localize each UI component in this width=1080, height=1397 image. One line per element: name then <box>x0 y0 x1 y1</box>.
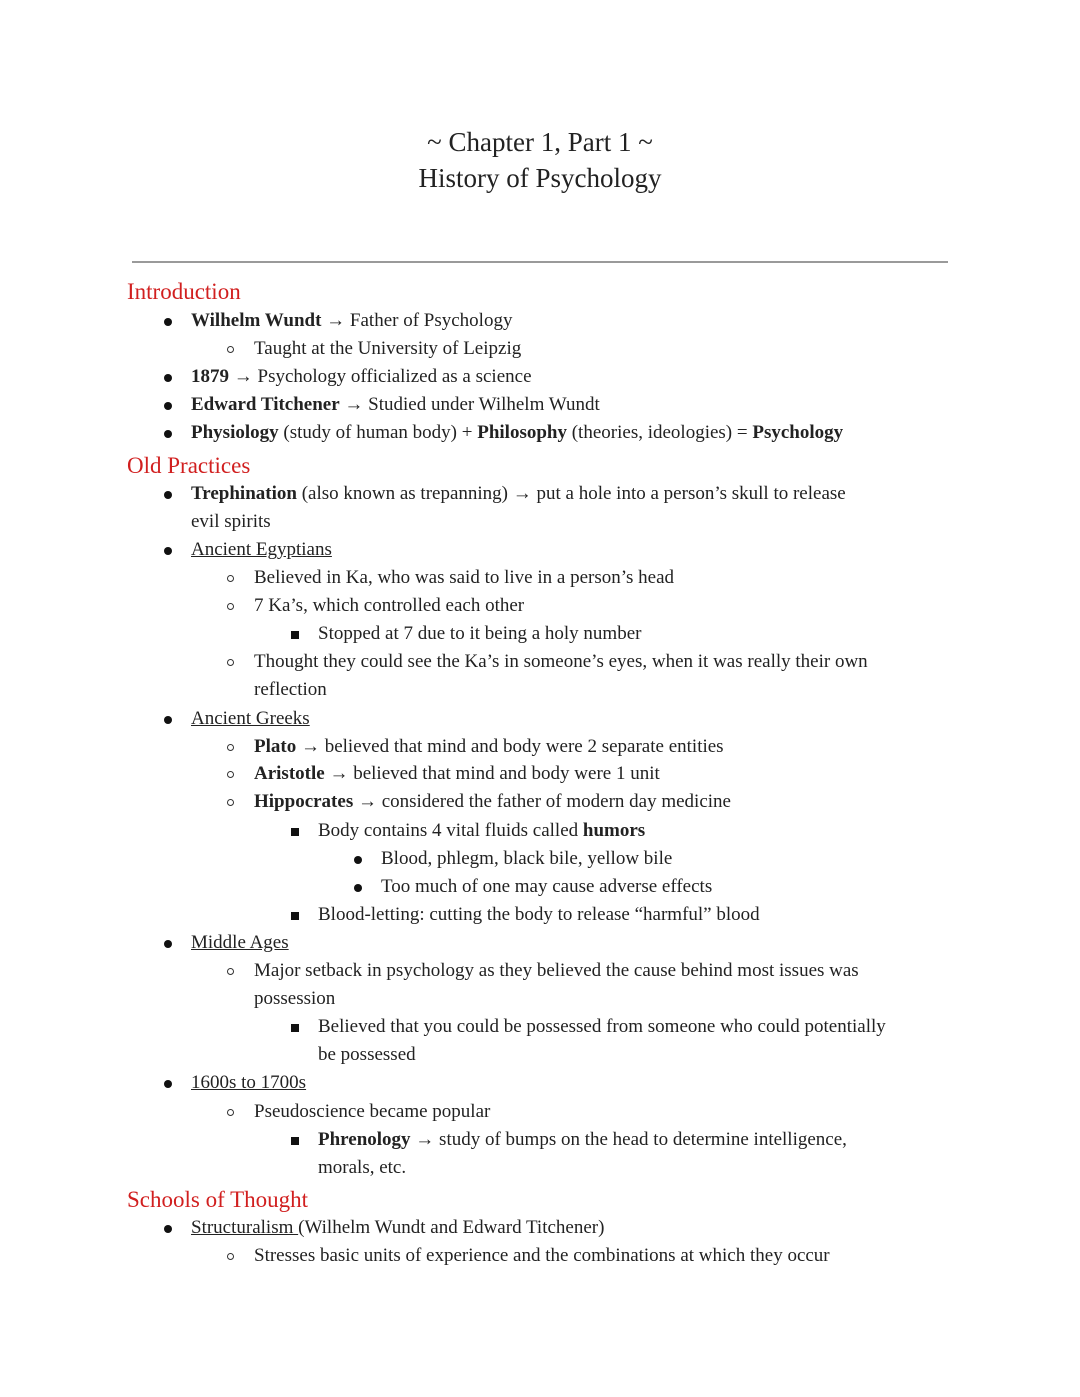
item-text: Stresses basic units of experience and the combinations at which they occur <box>254 1245 830 1266</box>
item-text: (also known as trepanning) → put a hole into a person’s skull to release <box>296 483 846 504</box>
item-text: Major setback in psychology as they believed the cause behind most issues was <box>254 960 859 981</box>
list-item <box>254 735 724 759</box>
item-text: → believed that mind and body were 2 separate entities <box>296 736 724 757</box>
square-bullet-icon <box>291 631 299 639</box>
item-text: Pseudoscience became popular <box>254 1101 491 1122</box>
list-item <box>318 819 645 843</box>
item-text: → believed that mind and body were 1 unit <box>324 763 660 784</box>
item-text: → Father of Psychology <box>321 310 513 331</box>
item-text: evil spirits <box>191 511 271 532</box>
list-item <box>254 762 660 786</box>
underlined-topic: Ancient Greeks <box>191 708 310 729</box>
bold-term: Philosophy <box>477 422 567 443</box>
chapter-title: ~ Chapter 1, Part 1 ~ <box>427 127 653 157</box>
underlined-topic: 1600s to 1700s <box>191 1072 307 1093</box>
item-text: → Psychology officialized as a science <box>229 366 532 387</box>
circle-bullet-icon <box>227 346 234 353</box>
bullet-icon <box>164 1225 172 1233</box>
list-item <box>318 903 760 927</box>
item-text: → Studied under Wilhelm Wundt <box>339 394 600 415</box>
underlined-topic: Middle Ages <box>191 932 289 953</box>
bold-term: Physiology <box>191 422 279 443</box>
list-item <box>191 309 512 333</box>
item-text: → study of bumps on the head to determine intelligence, <box>410 1129 847 1150</box>
bold-term: Trephination <box>191 483 297 504</box>
bullet-icon <box>164 547 172 555</box>
square-bullet-icon <box>291 1024 299 1032</box>
item-text: Blood-letting: cutting the body to release “harmful” blood <box>318 904 760 925</box>
list-item <box>254 790 731 814</box>
list-item <box>318 1156 406 1180</box>
list-item <box>254 987 335 1011</box>
horizontal-divider <box>132 261 948 263</box>
circle-bullet-icon <box>227 603 234 610</box>
square-bullet-icon <box>291 912 299 920</box>
bullet-icon <box>354 884 362 892</box>
bold-term: Edward Titchener <box>191 394 340 415</box>
item-text: → considered the father of modern day medicine <box>353 791 731 812</box>
bold-term: Wilhelm Wundt <box>191 310 322 331</box>
list-item <box>191 1216 604 1240</box>
section-heading: Schools of Thought <box>127 1187 309 1212</box>
list-item <box>318 1043 416 1067</box>
bullet-icon <box>164 1080 172 1088</box>
list-item <box>254 337 521 361</box>
item-text: Believed that you could be possessed from someone who could potentially <box>318 1016 886 1037</box>
item-text: 7 Ka’s, which controlled each other <box>254 595 525 616</box>
bold-term: Plato <box>254 736 297 757</box>
item-text: Taught at the University of Leipzig <box>254 338 522 359</box>
section-heading: Old Practices <box>127 453 251 478</box>
item-text: Stopped at 7 due to it being a holy number <box>318 623 642 644</box>
bold-term: humors <box>582 820 646 841</box>
list-item <box>318 1015 886 1039</box>
item-text: (study of human body) + <box>278 422 478 443</box>
list-item <box>191 931 289 955</box>
circle-bullet-icon <box>227 1109 234 1116</box>
bullet-icon <box>164 430 172 438</box>
item-text: (Wilhelm Wundt and Edward Titchener) <box>298 1217 605 1238</box>
list-item <box>254 959 859 983</box>
item-text: Too much of one may cause adverse effects <box>381 876 713 897</box>
underlined-topic: Structuralism <box>191 1217 299 1238</box>
bullet-icon <box>164 491 172 499</box>
list-item <box>191 393 600 417</box>
list-item <box>191 510 271 534</box>
list-item <box>381 847 672 871</box>
list-item <box>318 1128 847 1152</box>
list-item <box>191 707 310 731</box>
item-text: reflection <box>254 679 327 700</box>
list-item <box>254 1100 490 1124</box>
circle-bullet-icon <box>227 744 234 751</box>
bold-term: Psychology <box>752 422 844 443</box>
bold-term: Phrenology <box>318 1129 411 1150</box>
bullet-icon <box>164 940 172 948</box>
chapter-subtitle: History of Psychology <box>418 163 662 193</box>
list-item <box>254 594 524 618</box>
square-bullet-icon <box>291 1137 299 1145</box>
item-text: Blood, phlegm, black bile, yellow bile <box>381 848 673 869</box>
item-text: possession <box>254 988 336 1009</box>
item-text: Believed in Ka, who was said to live in a person’s head <box>254 567 675 588</box>
list-item <box>381 875 712 899</box>
bold-term: 1879 <box>191 366 229 387</box>
circle-bullet-icon <box>227 1253 234 1260</box>
bullet-icon <box>164 374 172 382</box>
list-item <box>191 538 332 562</box>
list-item <box>254 1244 830 1268</box>
list-item <box>254 566 674 590</box>
bold-term: Aristotle <box>254 763 325 784</box>
item-text: Thought they could see the Ka’s in someone’s eyes, when it was really their own <box>254 651 868 672</box>
bullet-icon <box>164 318 172 326</box>
circle-bullet-icon <box>227 799 234 806</box>
item-text: be possessed <box>318 1044 416 1065</box>
list-item <box>191 421 843 445</box>
item-text: Body contains 4 vital fluids called <box>318 820 583 841</box>
circle-bullet-icon <box>227 968 234 975</box>
circle-bullet-icon <box>227 575 234 582</box>
underlined-topic: Ancient Egyptians <box>191 539 332 560</box>
list-item <box>191 482 846 506</box>
list-item <box>191 365 532 389</box>
list-item <box>254 650 868 674</box>
item-text: (theories, ideologies) = <box>566 422 753 443</box>
list-item <box>254 678 327 702</box>
circle-bullet-icon <box>227 771 234 778</box>
list-item <box>191 1071 306 1095</box>
square-bullet-icon <box>291 828 299 836</box>
section-heading: Introduction <box>127 279 241 304</box>
bullet-icon <box>164 716 172 724</box>
bullet-icon <box>354 856 362 864</box>
bullet-icon <box>164 402 172 410</box>
bold-term: Hippocrates <box>254 791 354 812</box>
item-text: morals, etc. <box>318 1157 407 1178</box>
list-item <box>318 622 641 646</box>
circle-bullet-icon <box>227 659 234 666</box>
